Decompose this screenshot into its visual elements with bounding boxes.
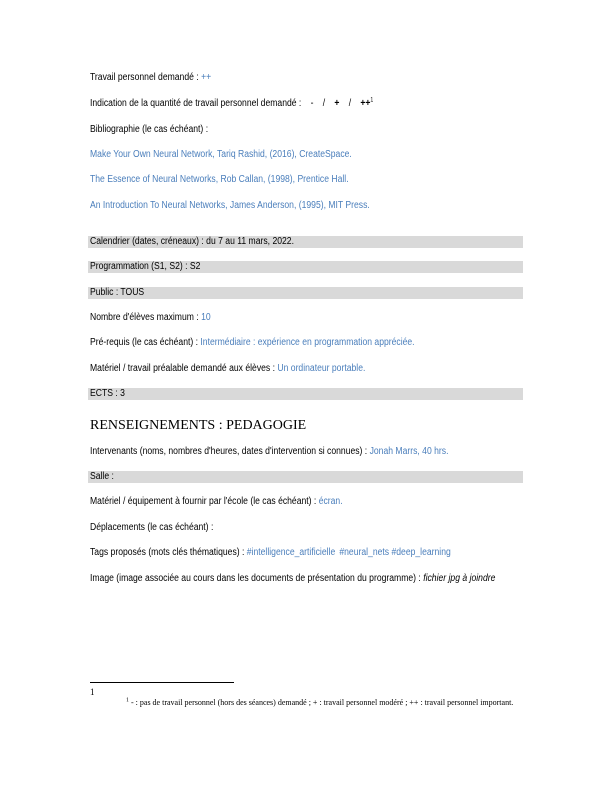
materiel-ecole-value: écran. [318,496,343,507]
prerequis-value: Intermédiaire : expérience en programmation appréciée. [200,337,415,348]
nombre-eleves-label: Nombre d'élèves maximum : [90,312,202,323]
footnote-text-block [90,698,520,708]
materiel-eleves-line [90,363,462,375]
intervenants-label: Intervenants (noms, nombres d'heures, dates d'intervention si connues) : [90,446,370,457]
calendrier-line: Calendrier (dates, créneaux) : du 7 au 11 mars, 2022. [90,236,294,247]
bibliographie-item-1: Make Your Own Neural Network, Tariq Rashid, (2016), CreateSpace. [90,149,352,160]
ects-line: ECTS : 3 [90,388,125,399]
materiel-eleves-value: Un ordinateur portable. [277,363,366,374]
salle-line: Salle : [90,471,114,482]
materiel-ecole-label: Matériel / équipement à fournir par l'école (le cas échéant) : [90,496,319,507]
indication-label: Indication de la quantité de travail personnel demandé : [90,98,302,109]
intervenants-value: Jonah Marrs, 40 hrs. [369,446,449,457]
programmation-line: Programmation (S1, S2) : S2 [90,261,201,272]
footnote-text: - : pas de travail personnel (hors des séances) demandé ; + : travail personnel modéré ; ++ : travail personnel important. [129,698,514,707]
materiel-eleves-label: Matériel / travail préalable demandé aux élèves : [90,363,278,374]
tag-neural-nets: #neural_nets [339,547,390,558]
footnote-separator [90,682,234,683]
tags-label: Tags proposés (mots clés thématiques) : [90,547,247,558]
footnote-mark: 1 [126,697,129,704]
nombre-eleves-line [90,312,462,324]
travail-personnel-label: Travail personnel demandé : [90,72,202,83]
image-value: fichier jpg à joindre [423,573,496,584]
tag-deep-learning: #deep_learning [391,547,451,558]
indication-sep-2: / [348,98,352,109]
intervenants-line [90,446,462,458]
indication-sep-1: / [322,98,326,109]
travail-personnel-line [90,72,462,84]
image-line [90,573,496,585]
prerequis-label: Pré-requis (le cas échéant) : [90,337,201,348]
image-label: Image (image associée au cours dans les documents de présentation du programme) : [90,573,424,584]
indication-option-plusplus: ++ [360,98,371,109]
section-title: RENSEIGNEMENTS : PEDAGOGIE [90,418,307,433]
indication-option-plus: + [334,98,340,109]
bibliographie-item-2: The Essence of Neural Networks, Rob Callan, (1998), Prentice Hall. [90,174,349,185]
indication-option-minus: - [310,98,314,109]
footnote-reference[interactable]: 1 [370,97,374,104]
tags-line [90,547,462,559]
nombre-eleves-value: 10 [201,312,211,323]
travail-personnel-value: ++ [201,72,212,83]
deplacements-line: Déplacements (le cas échéant) : [90,522,214,533]
footnote-number: 1 [90,687,95,697]
public-line: Public : TOUS [90,287,145,298]
materiel-ecole-line [90,496,462,508]
prerequis-line [90,337,462,349]
bibliographie-item-3: An Introduction To Neural Networks, James Anderson, (1995), MIT Press. [90,200,370,211]
indication-line [90,98,462,110]
bibliographie-label: Bibliographie (le cas échéant) : [90,124,209,135]
tag-intelligence-artificielle: #intelligence_artificielle [246,547,336,558]
